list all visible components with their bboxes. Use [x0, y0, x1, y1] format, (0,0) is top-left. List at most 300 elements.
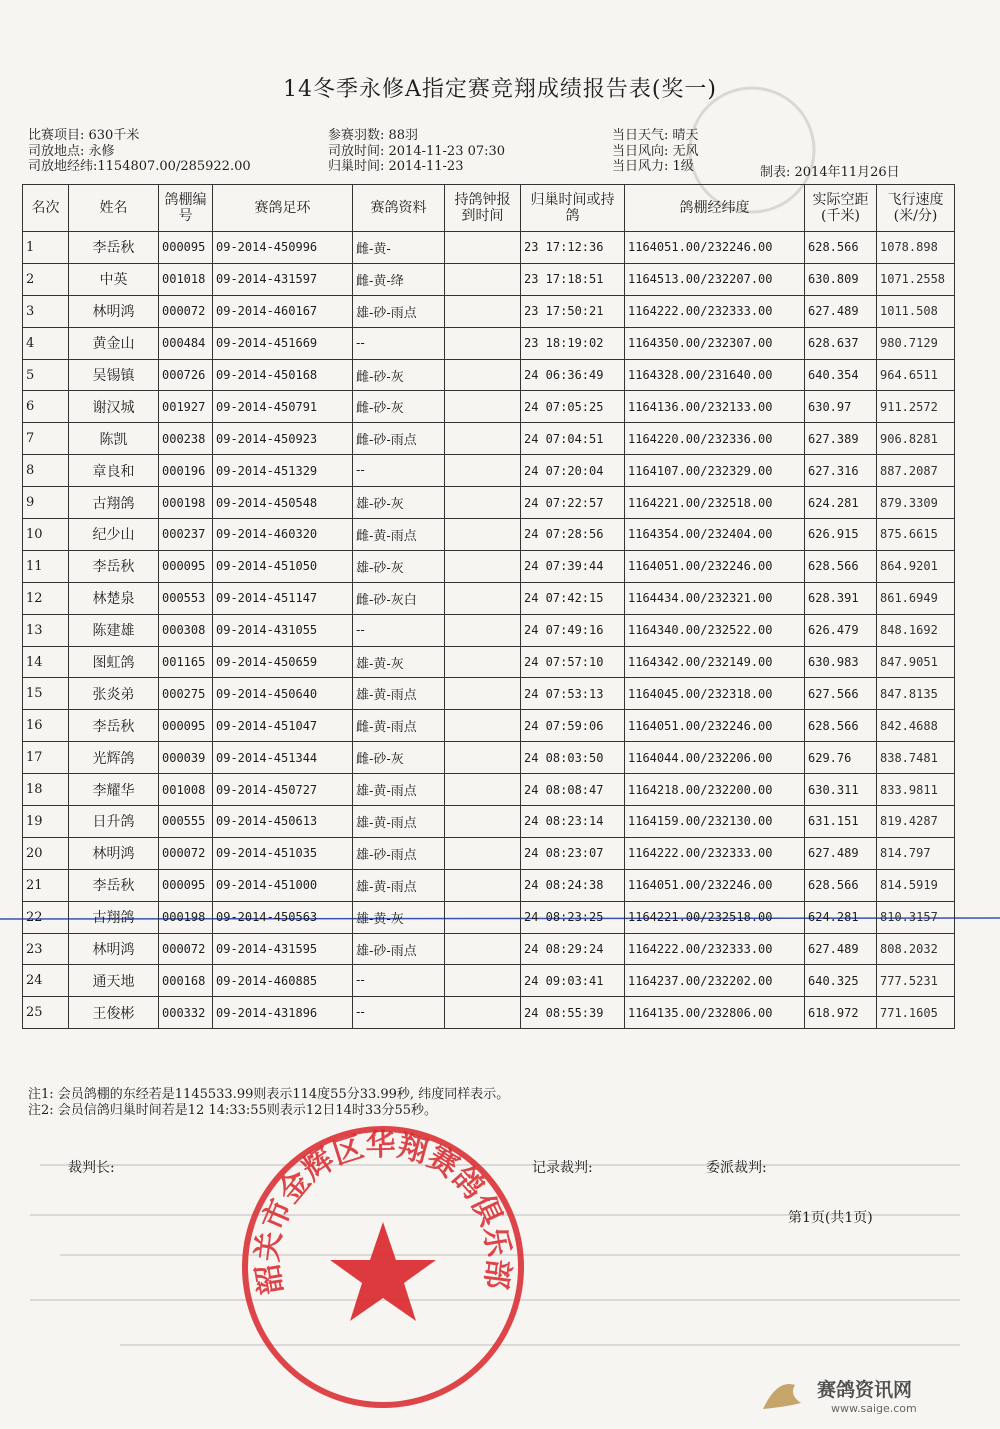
- header-arrive: 归巢时间或持鸽: [521, 185, 625, 232]
- cell-rank: 18: [23, 774, 69, 806]
- cell-speed: 819.4287: [877, 806, 955, 838]
- table-header: [23, 185, 955, 232]
- cell-clock: [445, 614, 521, 646]
- cell-ring: 09-2014-451147: [213, 582, 353, 614]
- cell-arrive: 24 07:22:57: [521, 487, 625, 519]
- cell-loft: 000332: [159, 997, 213, 1029]
- cell-speed: 864.9201: [877, 550, 955, 582]
- table-row: [23, 263, 955, 295]
- cell-speed: 911.2572: [877, 391, 955, 423]
- table-row: [23, 359, 955, 391]
- info-item: 司放地点: 永修: [28, 143, 115, 159]
- cell-speed: 879.3309: [877, 487, 955, 519]
- table-row: [23, 391, 955, 423]
- cell-info: 雌-砂-灰白: [353, 582, 445, 614]
- cell-ring: 09-2014-450659: [213, 646, 353, 678]
- cell-info: 雌-砂-灰: [353, 359, 445, 391]
- cell-ring: 09-2014-460885: [213, 965, 353, 997]
- cell-ring: 09-2014-431597: [213, 263, 353, 295]
- cell-name: 李岳秋: [69, 710, 159, 742]
- table-row: [23, 232, 955, 264]
- cell-name: 光辉鸽: [69, 742, 159, 774]
- cell-name: 中英: [69, 263, 159, 295]
- cell-ring: 09-2014-451050: [213, 550, 353, 582]
- table-row: [23, 582, 955, 614]
- cell-coord: 1164136.00/232133.00: [625, 391, 805, 423]
- cell-name: 陈建雄: [69, 614, 159, 646]
- cell-info: 雄-砂-雨点: [353, 933, 445, 965]
- svg-text:www.saige.com: www.saige.com: [831, 1402, 917, 1415]
- cell-info: 雄-黄-灰: [353, 901, 445, 933]
- cell-info: --: [353, 614, 445, 646]
- cell-rank: 22: [23, 901, 69, 933]
- table-row: [23, 519, 955, 551]
- cell-rank: 15: [23, 678, 69, 710]
- cell-dist: 628.566: [805, 232, 877, 264]
- cell-name: 李岳秋: [69, 869, 159, 901]
- cell-speed: 1078.898: [877, 232, 955, 264]
- cell-arrive: 24 07:20:04: [521, 455, 625, 487]
- cell-arrive: 24 08:55:39: [521, 997, 625, 1029]
- cell-coord: 1164237.00/232202.00: [625, 965, 805, 997]
- cell-arrive: 24 08:08:47: [521, 774, 625, 806]
- cell-ring: 09-2014-431055: [213, 614, 353, 646]
- cell-dist: 629.76: [805, 742, 877, 774]
- cell-clock: [445, 710, 521, 742]
- cell-arrive: 24 09:03:41: [521, 965, 625, 997]
- cell-clock: [445, 869, 521, 901]
- cell-coord: 1164045.00/232318.00: [625, 678, 805, 710]
- cell-arrive: 24 08:03:50: [521, 742, 625, 774]
- race-info-middle: [328, 128, 505, 175]
- cell-arrive: 23 17:18:51: [521, 263, 625, 295]
- cell-dist: 630.311: [805, 774, 877, 806]
- header-info: 赛鸽资料: [353, 185, 445, 232]
- cell-clock: [445, 359, 521, 391]
- info-item: 参赛羽数: 88羽: [328, 128, 419, 143]
- cell-coord: 1164222.00/232333.00: [625, 837, 805, 869]
- cell-info: 雄-砂-雨点: [353, 295, 445, 327]
- cell-clock: [445, 901, 521, 933]
- cell-loft: 000238: [159, 423, 213, 455]
- cell-coord: 1164051.00/232246.00: [625, 550, 805, 582]
- cell-speed: 980.7129: [877, 327, 955, 359]
- cell-coord: 1164513.00/232207.00: [625, 263, 805, 295]
- cell-ring: 09-2014-460167: [213, 295, 353, 327]
- table-row: [23, 550, 955, 582]
- cell-clock: [445, 455, 521, 487]
- cell-coord: 1164221.00/232518.00: [625, 901, 805, 933]
- cell-arrive: 24 07:42:15: [521, 582, 625, 614]
- cell-info: 雌-黄-绛: [353, 263, 445, 295]
- cell-clock: [445, 295, 521, 327]
- cell-ring: 09-2014-451035: [213, 837, 353, 869]
- cell-info: 雄-黄-雨点: [353, 678, 445, 710]
- cell-dist: 630.809: [805, 263, 877, 295]
- cell-dist: 627.489: [805, 837, 877, 869]
- cell-loft: 000555: [159, 806, 213, 838]
- table-row: [23, 997, 955, 1029]
- cell-clock: [445, 550, 521, 582]
- table-row: [23, 869, 955, 901]
- cell-loft: 000484: [159, 327, 213, 359]
- header-loft: 鸽棚编号: [159, 185, 213, 232]
- table-row: [23, 455, 955, 487]
- header-rank: 名次: [23, 185, 69, 232]
- cell-coord: 1164107.00/232329.00: [625, 455, 805, 487]
- cell-speed: 771.1605: [877, 997, 955, 1029]
- cell-speed: 777.5231: [877, 965, 955, 997]
- table-row: [23, 933, 955, 965]
- cell-dist: 624.281: [805, 487, 877, 519]
- cell-loft: 000198: [159, 487, 213, 519]
- cell-ring: 09-2014-450923: [213, 423, 353, 455]
- cell-loft: 000198: [159, 901, 213, 933]
- table-row: [23, 678, 955, 710]
- cell-arrive: 24 07:49:16: [521, 614, 625, 646]
- cell-loft: 000095: [159, 710, 213, 742]
- cell-rank: 16: [23, 710, 69, 742]
- header-ring: 赛鸽足环: [213, 185, 353, 232]
- cell-ring: 09-2014-431896: [213, 997, 353, 1029]
- cell-name: 张炎弟: [69, 678, 159, 710]
- cell-dist: 630.97: [805, 391, 877, 423]
- cell-dist: 628.391: [805, 582, 877, 614]
- cell-name: 日升鸽: [69, 806, 159, 838]
- cell-arrive: 23 18:19:02: [521, 327, 625, 359]
- table-row: [23, 327, 955, 359]
- cell-rank: 5: [23, 359, 69, 391]
- cell-dist: 640.354: [805, 359, 877, 391]
- cell-ring: 09-2014-450563: [213, 901, 353, 933]
- cell-speed: 861.6949: [877, 582, 955, 614]
- cell-arrive: 24 08:24:38: [521, 869, 625, 901]
- cell-rank: 4: [23, 327, 69, 359]
- cell-ring: 09-2014-451329: [213, 455, 353, 487]
- delegate-signature: 委派裁判:: [706, 1160, 767, 1176]
- cell-dist: 640.325: [805, 965, 877, 997]
- cell-arrive: 24 08:23:14: [521, 806, 625, 838]
- cell-clock: [445, 646, 521, 678]
- cell-loft: 000553: [159, 582, 213, 614]
- cell-rank: 19: [23, 806, 69, 838]
- cell-loft: 000072: [159, 933, 213, 965]
- cell-coord: 1164159.00/232130.00: [625, 806, 805, 838]
- cell-speed: 906.8281: [877, 423, 955, 455]
- cell-rank: 12: [23, 582, 69, 614]
- cell-info: 雌-黄-雨点: [353, 519, 445, 551]
- cell-ring: 09-2014-451344: [213, 742, 353, 774]
- cell-name: 林明鸿: [69, 933, 159, 965]
- cell-dist: 628.566: [805, 869, 877, 901]
- table-row: [23, 710, 955, 742]
- cell-name: 纪少山: [69, 519, 159, 551]
- cell-speed: 814.797: [877, 837, 955, 869]
- cell-ring: 09-2014-450791: [213, 391, 353, 423]
- cell-dist: 627.489: [805, 295, 877, 327]
- cell-coord: 1164044.00/232206.00: [625, 742, 805, 774]
- made-date: 制表: 2014年11月26日: [760, 165, 900, 180]
- cell-clock: [445, 391, 521, 423]
- cell-clock: [445, 837, 521, 869]
- cell-clock: [445, 678, 521, 710]
- cell-speed: 887.2087: [877, 455, 955, 487]
- cell-info: --: [353, 965, 445, 997]
- cell-speed: 1011.508: [877, 295, 955, 327]
- cell-rank: 17: [23, 742, 69, 774]
- note-2: 注2: 会员信鸽归巢时间若是12 14:33:55则表示12日14时33分55秒。: [28, 1103, 438, 1118]
- cell-rank: 3: [23, 295, 69, 327]
- cell-ring: 09-2014-450640: [213, 678, 353, 710]
- cell-arrive: 24 07:57:10: [521, 646, 625, 678]
- cell-info: 雄-砂-灰: [353, 550, 445, 582]
- cell-rank: 2: [23, 263, 69, 295]
- site-watermark: [755, 1373, 970, 1418]
- cell-name: 林明鸿: [69, 837, 159, 869]
- cell-info: 雌-砂-灰: [353, 742, 445, 774]
- cell-ring: 09-2014-450548: [213, 487, 353, 519]
- cell-loft: 001927: [159, 391, 213, 423]
- cell-dist: 626.915: [805, 519, 877, 551]
- table-row: [23, 423, 955, 455]
- table-row: [23, 837, 955, 869]
- cell-speed: 847.8135: [877, 678, 955, 710]
- cell-clock: [445, 806, 521, 838]
- cell-coord: 1164220.00/232336.00: [625, 423, 805, 455]
- cell-name: 黄金山: [69, 327, 159, 359]
- cell-coord: 1164328.00/231640.00: [625, 359, 805, 391]
- cell-ring: 09-2014-431595: [213, 933, 353, 965]
- cell-name: 通天地: [69, 965, 159, 997]
- cell-rank: 23: [23, 933, 69, 965]
- cell-rank: 24: [23, 965, 69, 997]
- cell-rank: 20: [23, 837, 69, 869]
- cell-ring: 09-2014-450727: [213, 774, 353, 806]
- cell-loft: 001008: [159, 774, 213, 806]
- cell-name: 古翔鸽: [69, 901, 159, 933]
- cell-coord: 1164051.00/232246.00: [625, 232, 805, 264]
- table-row: [23, 901, 955, 933]
- cell-rank: 14: [23, 646, 69, 678]
- cell-dist: 628.566: [805, 550, 877, 582]
- cell-arrive: 24 07:05:25: [521, 391, 625, 423]
- info-item: 比赛项目: 630千米: [28, 128, 140, 143]
- cell-arrive: 24 07:39:44: [521, 550, 625, 582]
- cell-rank: 9: [23, 487, 69, 519]
- recorder-signature: 记录裁判:: [532, 1160, 593, 1176]
- judge-signature: 裁判长:: [68, 1160, 115, 1176]
- cell-coord: 1164218.00/232200.00: [625, 774, 805, 806]
- cell-coord: 1164222.00/232333.00: [625, 295, 805, 327]
- club-seal-stamp: [238, 1122, 528, 1412]
- cell-speed: 875.6615: [877, 519, 955, 551]
- cell-dist: 618.972: [805, 997, 877, 1029]
- cell-loft: 000308: [159, 614, 213, 646]
- cell-name: 林楚泉: [69, 582, 159, 614]
- cell-ring: 09-2014-450996: [213, 232, 353, 264]
- race-info-right: [612, 128, 699, 175]
- cell-coord: 1164222.00/232333.00: [625, 933, 805, 965]
- cell-speed: 810.3157: [877, 901, 955, 933]
- header-distance: 实际空距(千米): [805, 185, 877, 232]
- cell-info: 雌-黄-: [353, 232, 445, 264]
- info-item: 司放地经纬:1154807.00/285922.00: [28, 159, 251, 174]
- cell-ring: 09-2014-460320: [213, 519, 353, 551]
- cell-clock: [445, 487, 521, 519]
- cell-loft: 000072: [159, 837, 213, 869]
- cell-rank: 25: [23, 997, 69, 1029]
- cell-name: 吴锡镇: [69, 359, 159, 391]
- header-speed: 飞行速度(米/分): [877, 185, 955, 232]
- cell-coord: 1164342.00/232149.00: [625, 646, 805, 678]
- page-number: 第1页(共1页): [788, 1210, 873, 1226]
- header-clock: 持鸽钟报到时间: [445, 185, 521, 232]
- cell-arrive: 24 06:36:49: [521, 359, 625, 391]
- cell-name: 谢汉城: [69, 391, 159, 423]
- cell-speed: 1071.2558: [877, 263, 955, 295]
- cell-dist: 627.489: [805, 933, 877, 965]
- cell-arrive: 24 07:53:13: [521, 678, 625, 710]
- cell-ring: 09-2014-451669: [213, 327, 353, 359]
- info-item: 当日风力: 1级: [612, 159, 694, 174]
- notes: [28, 1087, 509, 1119]
- cell-name: 李耀华: [69, 774, 159, 806]
- cell-info: 雄-黄-雨点: [353, 806, 445, 838]
- cell-ring: 09-2014-451000: [213, 869, 353, 901]
- cell-ring: 09-2014-450613: [213, 806, 353, 838]
- cell-arrive: 23 17:12:36: [521, 232, 625, 264]
- note-1: 注1: 会员鸽棚的东经若是1145533.99则表示114度55分33.99秒, 纬度同样表示。: [28, 1087, 510, 1102]
- cell-info: 雌-黄-雨点: [353, 710, 445, 742]
- header-name: 姓名: [69, 185, 159, 232]
- cell-dist: 627.566: [805, 678, 877, 710]
- cell-rank: 13: [23, 614, 69, 646]
- cell-arrive: 24 07:59:06: [521, 710, 625, 742]
- pigeon-logo-icon: [763, 1384, 801, 1409]
- cell-loft: 000095: [159, 232, 213, 264]
- cell-coord: 1164135.00/232806.00: [625, 997, 805, 1029]
- cell-dist: 624.281: [805, 901, 877, 933]
- cell-info: 雄-黄-雨点: [353, 774, 445, 806]
- cell-arrive: 24 08:23:07: [521, 837, 625, 869]
- cell-arrive: 24 08:29:24: [521, 933, 625, 965]
- cell-loft: 000275: [159, 678, 213, 710]
- cell-name: 图虹鸽: [69, 646, 159, 678]
- cell-coord: 1164340.00/232522.00: [625, 614, 805, 646]
- cell-dist: 627.316: [805, 455, 877, 487]
- cell-info: 雄-黄-灰: [353, 646, 445, 678]
- header-coord: 鸽棚经纬度: [625, 185, 805, 232]
- cell-coord: 1164350.00/232307.00: [625, 327, 805, 359]
- cell-info: 雌-砂-灰: [353, 391, 445, 423]
- cell-info: 雄-砂-灰: [353, 487, 445, 519]
- results-table: [22, 184, 955, 1029]
- cell-arrive: 23 17:50:21: [521, 295, 625, 327]
- cell-coord: 1164434.00/232321.00: [625, 582, 805, 614]
- cell-rank: 1: [23, 232, 69, 264]
- cell-info: --: [353, 327, 445, 359]
- cell-dist: 630.983: [805, 646, 877, 678]
- cell-info: 雌-砂-雨点: [353, 423, 445, 455]
- table-row: [23, 965, 955, 997]
- cell-speed: 808.2032: [877, 933, 955, 965]
- cell-speed: 847.9051: [877, 646, 955, 678]
- cell-loft: 000168: [159, 965, 213, 997]
- cell-clock: [445, 742, 521, 774]
- cell-speed: 964.6511: [877, 359, 955, 391]
- info-item: 司放时间: 2014-11-23 07:30: [328, 143, 506, 159]
- svg-text:赛鸽资讯网: 赛鸽资讯网: [817, 1379, 913, 1401]
- cell-info: --: [353, 455, 445, 487]
- cell-dist: 627.389: [805, 423, 877, 455]
- cell-loft: 000095: [159, 869, 213, 901]
- cell-loft: 001165: [159, 646, 213, 678]
- cell-rank: 8: [23, 455, 69, 487]
- cell-name: 陈凯: [69, 423, 159, 455]
- cell-arrive: 24 07:28:56: [521, 519, 625, 551]
- cell-clock: [445, 933, 521, 965]
- cell-info: 雄-砂-雨点: [353, 837, 445, 869]
- cell-speed: 848.1692: [877, 614, 955, 646]
- cell-rank: 7: [23, 423, 69, 455]
- cell-loft: 000039: [159, 742, 213, 774]
- info-item: 当日天气: 晴天: [612, 128, 699, 143]
- cell-info: 雄-黄-雨点: [353, 869, 445, 901]
- table-row: [23, 614, 955, 646]
- info-item: 当日风向: 无风: [612, 143, 699, 159]
- table-row: [23, 646, 955, 678]
- cell-name: 章良和: [69, 455, 159, 487]
- cell-rank: 6: [23, 391, 69, 423]
- cell-info: --: [353, 997, 445, 1029]
- cell-loft: 000072: [159, 295, 213, 327]
- cell-name: 古翔鸽: [69, 487, 159, 519]
- cell-loft: 000726: [159, 359, 213, 391]
- cell-ring: 09-2014-450168: [213, 359, 353, 391]
- cell-speed: 842.4688: [877, 710, 955, 742]
- cell-clock: [445, 965, 521, 997]
- table-row: [23, 295, 955, 327]
- cell-dist: 628.637: [805, 327, 877, 359]
- cell-loft: 000095: [159, 550, 213, 582]
- cell-speed: 814.5919: [877, 869, 955, 901]
- cell-coord: 1164051.00/232246.00: [625, 869, 805, 901]
- cell-loft: 000196: [159, 455, 213, 487]
- svg-text:韶关市金辉区华翔赛鸽俱乐部: 韶关市金辉区华翔赛鸽俱乐部: [250, 1127, 516, 1297]
- cell-clock: [445, 582, 521, 614]
- table-row: [23, 806, 955, 838]
- cell-loft: 001018: [159, 263, 213, 295]
- cell-rank: 21: [23, 869, 69, 901]
- seal-star-icon: [330, 1222, 436, 1321]
- info-item: 归巢时间: 2014-11-23: [328, 159, 464, 174]
- race-info-left: [28, 128, 251, 175]
- cell-dist: 626.479: [805, 614, 877, 646]
- table-row: [23, 774, 955, 806]
- cell-clock: [445, 423, 521, 455]
- cell-name: 李岳秋: [69, 232, 159, 264]
- cell-clock: [445, 519, 521, 551]
- cell-ring: 09-2014-451047: [213, 710, 353, 742]
- cell-clock: [445, 997, 521, 1029]
- cell-coord: 1164051.00/232246.00: [625, 710, 805, 742]
- cell-arrive: 24 07:04:51: [521, 423, 625, 455]
- cell-dist: 631.151: [805, 806, 877, 838]
- cell-clock: [445, 774, 521, 806]
- cell-dist: 628.566: [805, 710, 877, 742]
- cell-name: 林明鸿: [69, 295, 159, 327]
- cell-clock: [445, 232, 521, 264]
